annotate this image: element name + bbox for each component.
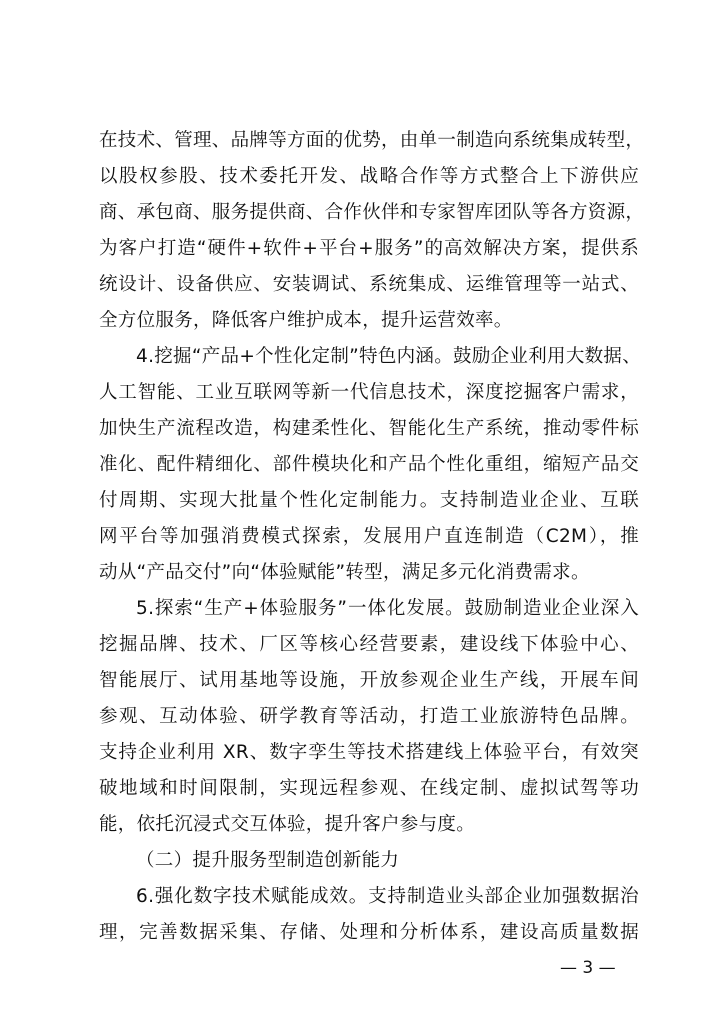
paragraph-line: 人工智能、工业互联网等新一代信息技术，深度挖掘客户需求，	[99, 382, 639, 403]
paragraph-line: 参观、互动体验、研学教育等活动，打造工业旅游特色品牌。	[99, 706, 639, 727]
paragraph-line: 挖掘品牌、技术、厂区等核心经营要素，建设线下体验中心、	[99, 634, 639, 655]
paragraph-line: 动从“产品交付”向“体验赋能”转型，满足多元化消费需求。	[99, 562, 590, 583]
paragraph-line: 6.强化数字技术赋能成效。支持制造业头部企业加强数据治	[136, 886, 639, 907]
paragraph-line: 以股权参股、技术委托开发、战略合作等方式整合上下游供应	[99, 166, 639, 187]
paragraph-line: 破地域和时间限制，实现远程参观、在线定制、虚拟试驾等功	[99, 778, 639, 799]
paragraph-line: 为客户打造“硬件+软件+平台+服务”的高效解决方案，提供系	[99, 238, 639, 259]
paragraph-line: 理，完善数据采集、存储、处理和分析体系，建设高质量数据	[99, 922, 639, 943]
paragraph-line: 在技术、管理、品牌等方面的优势，由单一制造向系统集成转型，	[99, 130, 645, 151]
paragraph-line: 5.探索“生产+体验服务”一体化发展。鼓励制造业企业深入	[136, 598, 639, 619]
paragraph-line: 4.挖掘“产品+个性化定制”特色内涵。鼓励企业利用大数据、	[136, 346, 642, 367]
paragraph-line: 加快生产流程改造，构建柔性化、智能化生产系统，推动零件标	[99, 418, 639, 439]
paragraph-line: 商、承包商、服务提供商、合作伙伴和专家智库团队等各方资源，	[99, 202, 645, 223]
paragraph-line: 支持企业利用 XR、数字孪生等技术搭建线上体验平台，有效突	[99, 742, 639, 763]
paragraph-line: 准化、配件精细化、部件模块化和产品个性化重组，缩短产品交	[99, 454, 639, 475]
body-text	[99, 123, 645, 951]
section-heading: （二）提升服务型制造创新能力	[136, 850, 400, 871]
paragraph-line: 智能展厅、试用基地等设施，开放参观企业生产线，开展车间	[99, 670, 639, 691]
paragraph-line: 统设计、设备供应、安装调试、系统集成、运维管理等一站式、	[99, 274, 639, 295]
paragraph-line: 网平台等加强消费模式探索，发展用户直连制造（C2M），推	[99, 526, 639, 547]
paragraph-line: 付周期、实现大批量个性化定制能力。支持制造业企业、互联	[99, 490, 639, 511]
paragraph-line: 全方位服务，降低客户维护成本，提升运营效率。	[99, 310, 513, 331]
paragraph-line: 能，依托沉浸式交互体验，提升客户参与度。	[99, 814, 476, 835]
page-number: — 3 —	[560, 958, 616, 978]
